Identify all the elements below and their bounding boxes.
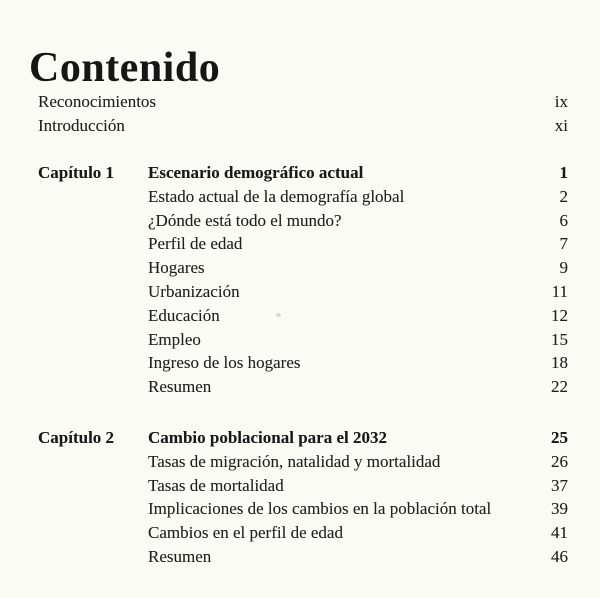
chapter-label: Capítulo 1	[38, 163, 115, 182]
section-title: Ingreso de los hogares	[148, 353, 301, 373]
section-title: Urbanización	[148, 281, 240, 301]
chapter-label	[38, 450, 148, 474]
page-title: Contenido	[29, 45, 221, 92]
chapter-title: Cambio poblacional para el 2032	[148, 427, 387, 447]
chapter-title: Escenario demográfico actual	[148, 163, 364, 182]
chapter-label	[38, 521, 148, 545]
page-number: xi	[554, 115, 568, 135]
toc-row	[38, 426, 568, 450]
section-title: Educación	[148, 305, 220, 325]
page-number: 37	[551, 475, 568, 495]
section-title: Estado actual de la demografía global	[148, 186, 405, 206]
toc-row	[38, 280, 568, 304]
entry-title	[125, 114, 542, 138]
page-number: ix	[554, 92, 568, 111]
toc-row	[38, 232, 568, 256]
chapter-label	[38, 304, 148, 328]
section-title: Tasas de migración, natalidad y mortalidad	[148, 451, 441, 471]
page-number: 25	[551, 427, 568, 447]
toc-row	[38, 304, 568, 328]
entry-title	[156, 90, 542, 114]
table-of-contents	[38, 90, 568, 569]
page-number: 46	[551, 546, 568, 566]
toc-row	[38, 351, 568, 375]
page-number: 18	[551, 353, 568, 373]
chapter-label	[38, 232, 148, 256]
section-title: ¿Dónde está todo el mundo?	[148, 210, 342, 230]
section-title: Perfil de edad	[148, 234, 243, 254]
page-number: 6	[559, 210, 568, 230]
toc-row	[38, 185, 568, 209]
section-title: Implicaciones de los cambios en la población total	[148, 499, 492, 519]
toc-row	[38, 450, 568, 474]
chapter-label	[38, 328, 148, 352]
chapter-label	[38, 545, 148, 569]
page-number: 41	[551, 523, 568, 543]
chapter-label	[38, 497, 148, 521]
page-number: 22	[551, 377, 568, 397]
chapter-label	[38, 375, 148, 399]
page-number: 15	[551, 329, 568, 349]
scan-speck	[276, 313, 281, 317]
toc-row	[38, 90, 568, 114]
toc-row	[38, 161, 568, 185]
chapter-label	[38, 209, 148, 233]
page-number: 1	[559, 163, 568, 182]
toc-row	[38, 328, 568, 352]
front-matter-list	[38, 90, 568, 137]
chapter-label: Capítulo 2	[38, 427, 115, 447]
page-number: 39	[551, 499, 568, 519]
chapter-block	[38, 161, 568, 399]
chapter-label	[38, 256, 148, 280]
toc-row	[38, 497, 568, 521]
section-title: Resumen	[148, 546, 212, 566]
chapter-label	[38, 185, 148, 209]
page-number: 9	[559, 258, 568, 278]
page-number: 26	[551, 451, 568, 471]
toc-row	[38, 209, 568, 233]
page-number: 12	[551, 305, 568, 325]
front-matter-label: Introducción	[38, 115, 125, 135]
section-title: Tasas de mortalidad	[148, 475, 284, 495]
section-title: Empleo	[148, 329, 201, 349]
page-number: 11	[551, 281, 568, 301]
toc-row	[38, 521, 568, 545]
chapter-label	[38, 280, 148, 304]
section-title: Cambios en el perfil de edad	[148, 523, 343, 543]
toc-row	[38, 114, 568, 138]
chapter-label	[38, 351, 148, 375]
toc-row	[38, 474, 568, 498]
toc-row	[38, 545, 568, 569]
toc-row	[38, 375, 568, 399]
chapter-label	[38, 474, 148, 498]
page-number: 2	[559, 186, 568, 206]
section-title: Hogares	[148, 258, 205, 278]
toc-row	[38, 256, 568, 280]
front-matter-label: Reconocimientos	[38, 92, 157, 111]
section-title: Resumen	[148, 377, 212, 397]
chapter-block	[38, 426, 568, 569]
page-number: 7	[559, 234, 568, 254]
